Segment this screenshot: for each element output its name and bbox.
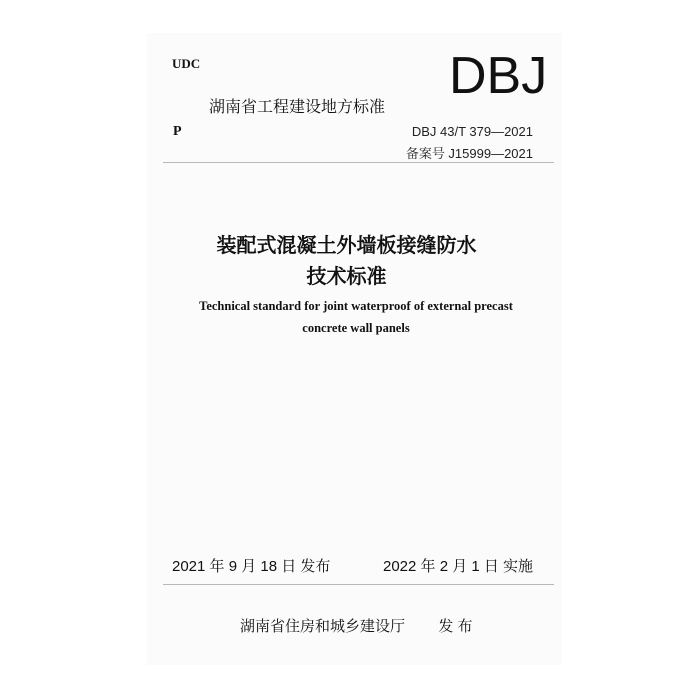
header-divider (163, 162, 554, 163)
footer-divider (163, 584, 554, 585)
category-label: P (173, 124, 182, 139)
standard-number: DBJ 43/T 379—2021 (411, 124, 533, 139)
udc-label: UDC (172, 56, 201, 71)
title-en-line1: Technical standard for joint waterproof of external precast (199, 299, 513, 313)
publisher: 湖南省住房和城乡建设厅 发 布 (240, 618, 473, 635)
issuer-type: 湖南省工程建设地方标准 (209, 99, 386, 116)
title-cn-line1: 装配式混凝土外墙板接缝防水 (216, 235, 477, 257)
record-number: 备案号 J15999—2021 (405, 146, 533, 161)
dbj-logo: DBJ (449, 47, 548, 105)
title-cn-line2: 技术标准 (306, 266, 387, 288)
implementation-date: 2022 年 2 月 1 日 实施 (383, 558, 534, 575)
title-en-line2: concrete wall panels (302, 321, 410, 335)
issue-date: 2021 年 9 月 18 日 发布 (172, 558, 331, 575)
